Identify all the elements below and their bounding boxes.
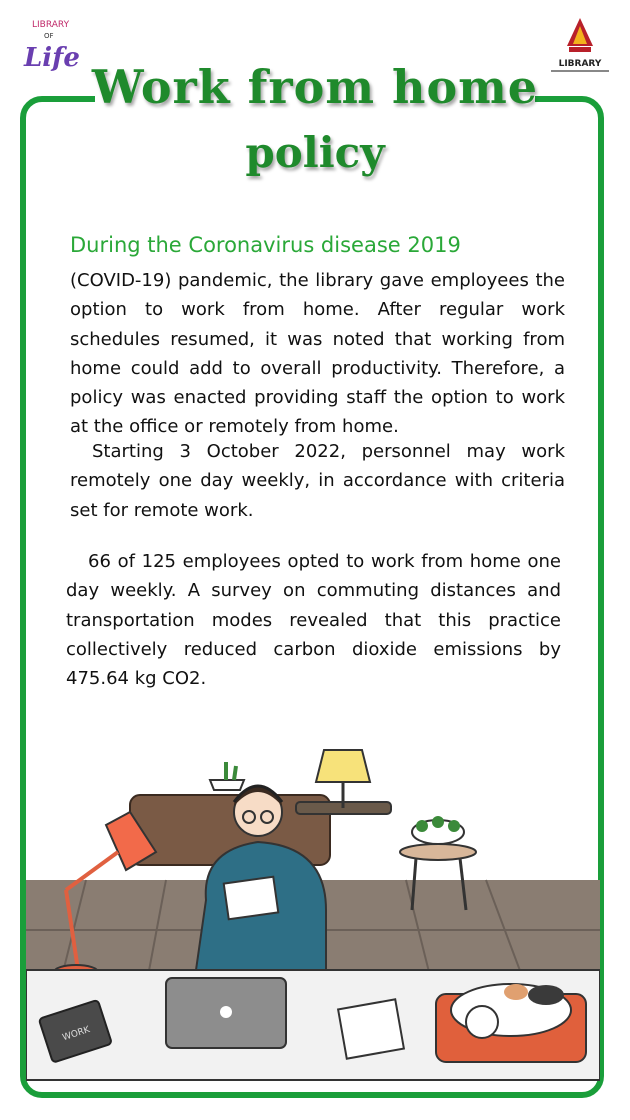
paragraph-2: Starting 3 October 2022, personnel may work remotely one day weekly, in accordance with criteria set for remote work. <box>70 441 565 521</box>
paper-sheet <box>224 877 279 920</box>
checklist <box>338 999 404 1058</box>
logo-line2: OF <box>44 32 54 40</box>
page-title-line1: Work from home <box>91 60 539 114</box>
plant-pot <box>210 780 244 790</box>
logo-line3: Life <box>24 43 80 73</box>
table-lamp <box>316 750 370 782</box>
work-from-home-illustration <box>26 740 600 1095</box>
paragraph-3: 66 of 125 employees opted to work from home one day weekly. A survey on commuting distances and transportation modes revealed that this practice collectively reduced carbon dioxide emissions by 475.64 kg CO2. <box>66 551 561 690</box>
side-table <box>400 844 476 860</box>
notebook-label: WORK <box>61 1025 92 1044</box>
page-title-line2: policy <box>245 128 385 177</box>
lead-text: During the Coronavirus disease 2019 <box>70 233 461 257</box>
paragraph-1: (COVID-19) pandemic, the library gave employees the option to work from home. After regular work schedules resumed, it was noted that working from home could add to overall productivity. Therefore, a policy was enacted providing staff the option to work at the office or remotely from home. <box>70 270 565 438</box>
logo-line1: LIBRARY <box>32 20 70 30</box>
logo-right-name: LIBRARY <box>558 59 602 69</box>
